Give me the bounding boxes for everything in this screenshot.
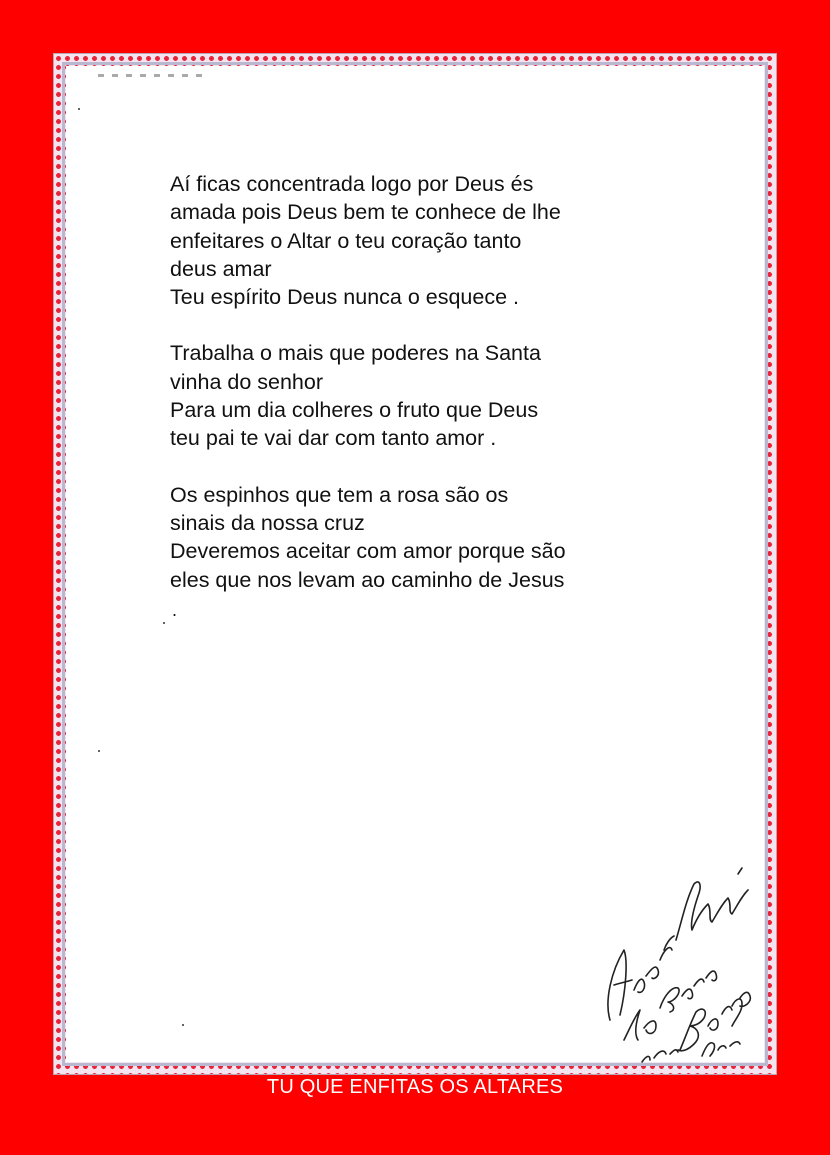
poem-line: Trabalha o mais que poderes na Santa [170, 341, 541, 366]
poem-line: Os espinhos que tem a rosa são os [170, 482, 509, 507]
poem-line: enfeitares o Altar o teu coração tanto [170, 228, 522, 253]
poem-line: teu pai te vai dar com tanto amor . [170, 426, 497, 451]
stanza-1 [170, 170, 640, 311]
poem-line: deus amar [170, 256, 272, 281]
poem-line: sinais da nossa cruz [170, 510, 365, 535]
scan-marks [98, 74, 208, 77]
poem-line: amada pois Deus bem te conhece de lhe [170, 200, 561, 225]
scan-speck [98, 750, 100, 752]
poem-line: Aí ficas concentrada logo por Deus és [170, 172, 534, 196]
scan-speck [163, 622, 165, 624]
poem-line: Deveremos aceitar com amor porque são [170, 539, 566, 564]
scan-speck [78, 108, 80, 110]
trailing-dot: . [172, 600, 178, 620]
poem-text [170, 170, 640, 622]
handwritten-signature [590, 800, 770, 1070]
footer-caption: TU QUE ENFITAS OS ALTARES [266, 1076, 564, 1098]
stanza-2 [170, 339, 640, 452]
poem-line: eles que nos levam ao caminho de Jesus [170, 567, 565, 592]
poem-line: Teu espírito Deus nunca o esquece . [170, 285, 519, 310]
poem-line: vinha do senhor [170, 369, 323, 394]
stanza-3 [170, 481, 640, 594]
scan-speck [182, 1024, 184, 1026]
poem-line: Para um dia colheres o fruto que Deus [170, 398, 539, 423]
